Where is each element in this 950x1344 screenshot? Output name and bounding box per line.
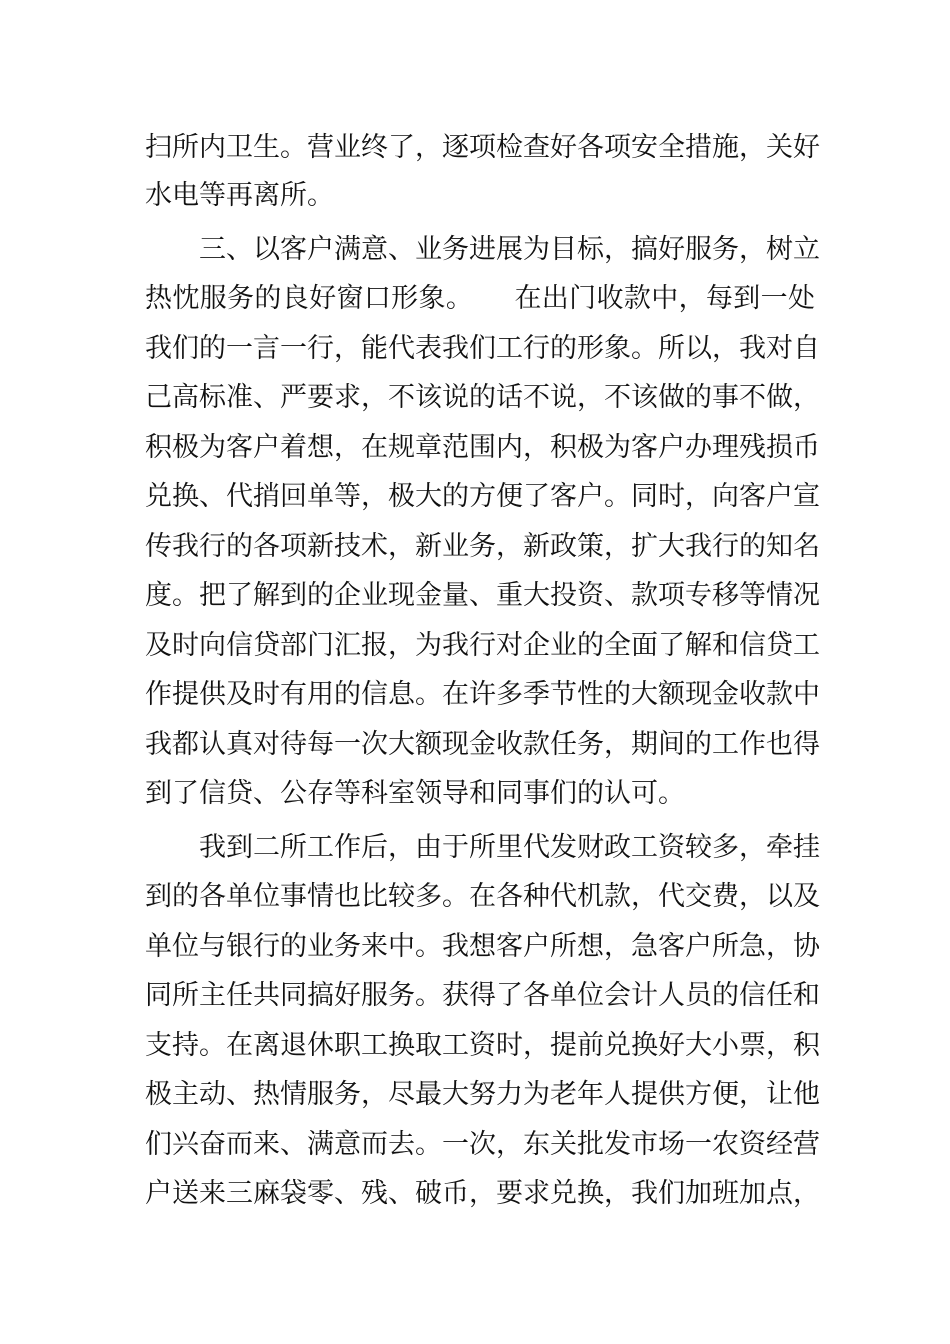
text-line: 支持。在离退休职工换取工资时，提前兑换好大小票，积	[145, 1030, 820, 1061]
text-line: 极主动、热情服务，尽最大努力为老年人提供方便，让他	[145, 1079, 820, 1110]
text-line: 积极为客户着想，在规章范围内，积极为客户办理残损币	[145, 432, 820, 463]
text-line: 到的各单位事情也比较多。在各种代机款，代交费，以及	[145, 881, 820, 912]
text-line: 兑换、代捎回单等，极大的方便了客户。同时，向客户宣	[145, 481, 820, 512]
text-line: 度。把了解到的企业现金量、重大投资、款项专移等情况	[145, 580, 820, 611]
text-line: 作提供及时有用的信息。在许多季节性的大额现金收款中	[145, 679, 820, 710]
text-line: 水电等再离所。	[145, 180, 334, 211]
text-line: 到了信贷、公存等科室领导和同事们的认可。	[145, 778, 685, 809]
text-line: 我们的一言一行，能代表我们工行的形象。所以，我对自	[145, 333, 820, 364]
text-line: 及时向信贷部门汇报，为我行对企业的全面了解和信贷工	[145, 630, 820, 661]
text-line: 己高标准、严要求，不该说的话不说，不该做的事不做，	[145, 382, 820, 413]
text-line: 单位与银行的业务来中。我想客户所想，急客户所急，协	[145, 931, 820, 962]
text-line: 传我行的各项新技术，新业务，新政策，扩大我行的知名	[145, 531, 820, 562]
paragraph-first-line: 三、以客户满意、业务进展为目标，搞好服务，树立	[199, 234, 820, 265]
text-line: 扫所内卫生。营业终了，逐项检查好各项安全措施，关好	[145, 132, 820, 163]
text-line: 户送来三麻袋零、残、破币，要求兑换，我们加班加点，	[145, 1178, 820, 1209]
text-line: 同所主任共同搞好服务。获得了各单位会计人员的信任和	[145, 980, 820, 1011]
paragraph-first-line: 我到二所工作后，由于所里代发财政工资较多，牵挂	[199, 832, 820, 863]
text-line: 热忱服务的良好窗口形象。 在出门收款中，每到一处	[145, 283, 815, 314]
text-line: 我都认真对待每一次大额现金收款任务，期间的工作也得	[145, 729, 820, 760]
text-line: 们兴奋而来、满意而去。一次，东关批发市场一农资经营	[145, 1129, 820, 1160]
